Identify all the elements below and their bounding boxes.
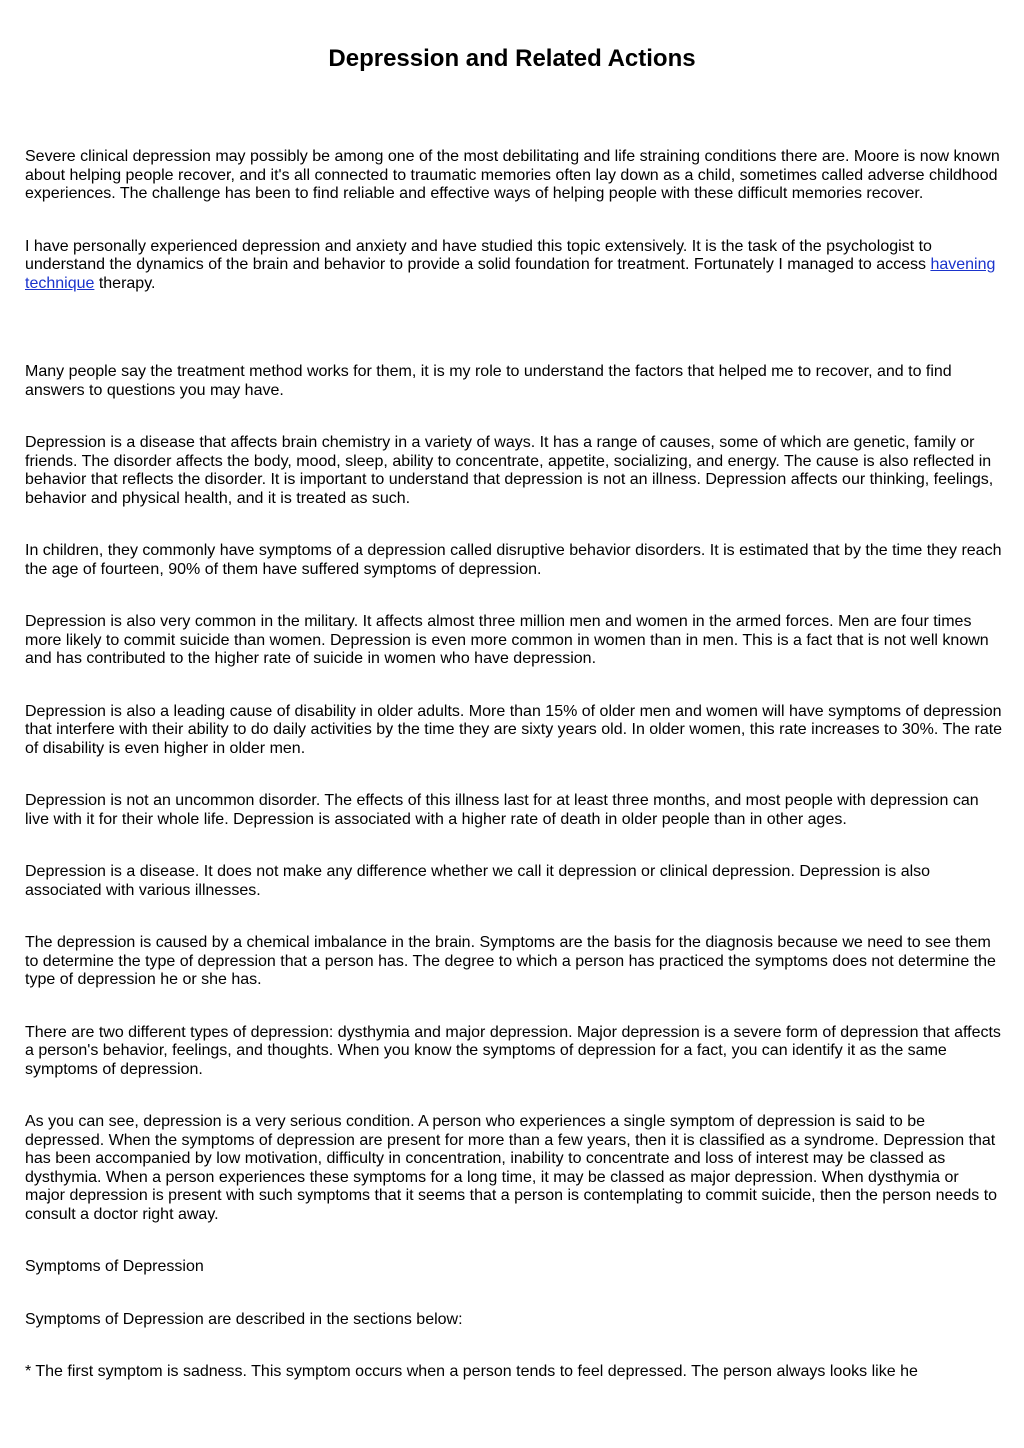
- section-heading-symptoms: Symptoms of Depression: [25, 1258, 204, 1275]
- paragraph-military: Depression is also very common in the military. It affects almost three million men and women in the armed forces. Men are four times more likely to commit suicide than women. Depression is even more common in women than in men. This is a fact that is not well known and has contributed to the higher rate of suicide in women who have depression.: [25, 613, 989, 667]
- document-body: [25, 148, 1003, 1416]
- paragraph-link-prefix: I have personally experienced depression and anxiety and have studied this topic extensively. It is the task of the psychologist to understand the dynamics of the brain and behavior to provide a solid foundation for treatment. Fortunately I managed to access: [25, 237, 932, 273]
- paragraph-disease: Depression is a disease. It does not make any difference whether we call it depression or clinical depression. Depression is also associated with various illnesses.: [25, 863, 931, 899]
- paragraph-link-suffix: therapy.: [94, 274, 156, 292]
- paragraph-children: In children, they commonly have symptoms of a depression called disruptive behavior disorders. It is estimated that by the time they reach the age of fourteen, 90% of them have suffered symptoms of depression.: [25, 542, 1002, 578]
- paragraph-symptoms-intro: Symptoms of Depression are described in the sections below:: [25, 1310, 463, 1328]
- page-title: Depression and Related Actions: [328, 45, 696, 72]
- paragraph-intro: Severe clinical depression may possibly be among one of the most debilitating and life straining conditions there are. Moore is now known about helping people recover, and it's all connected to traumatic memories often lay down as a child, sometimes called adverse childhood experiences. The challenge has been to find reliable and effective ways of helping people with these difficult memories recover.: [25, 148, 1000, 202]
- paragraph-uncommon-disorder: Depression is not an uncommon disorder. The effects of this illness last for at least three months, and most people with depression can live with it for their whole life. Depression is associated with a higher rate of death in older people than in other ages.: [25, 792, 979, 828]
- paragraph-first-symptom: * The first symptom is sadness. This symptom occurs when a person tends to feel depressed. The person always looks like he: [25, 1363, 918, 1380]
- paragraph-types: There are two different types of depression: dysthymia and major depression. Major depression is a severe form of depression that affects a person's behavior, feelings, and thoughts. When you know the symptoms of depression for a fact, you can identify it as the same symptoms of depression.: [25, 1023, 1001, 1078]
- havening-technique-link[interactable]: havening technique: [25, 256, 996, 292]
- paragraph-older-adults: Depression is also a leading cause of disability in older adults. More than 15% of older men and women will have symptoms of depression that interfere with their ability to do daily activities by the time they are sixty years old. In older women, this rate increases to 30%. The rate of disability is even higher in older men.: [25, 702, 1003, 757]
- paragraph-chemical-imbalance: The depression is caused by a chemical imbalance in the brain. Symptoms are the basis for the diagnosis because we need to see them to determine the type of depression that a person has. The degree to which a person has practiced the symptoms does not determine the type of depression he or she has.: [25, 934, 996, 988]
- paragraph-personal-experience: [25, 238, 1003, 294]
- paragraph-brain-chemistry: Depression is a disease that affects brain chemistry in a variety of ways. It has a range of causes, some of which are genetic, family or friends. The disorder affects the body, mood, sleep, ability to concentrate, appetite, socializing, and energy. The cause is also reflected in behavior that reflects the disorder. It is important to understand that depression is not an illness. Depression affects our thinking, feelings, behavior and physical health, and it is treated as such.: [25, 434, 994, 507]
- paragraph-serious-condition: As you can see, depression is a very serious condition. A person who experiences a single symptom of depression is said to be depressed. When the symptoms of depression are present for more than a few years, then it is classified as a syndrome. Depression that has been accompanied by low motivation, difficulty in concentration, inability to concentrate and loss of interest may be classed as dysthymia. When a person experiences these symptoms for a long time, it may be classed as major depression. When dysthymia or major depression is present with such symptoms that it seems that a person is contemplating to commit suicide, then the person needs to consult a doctor right away.: [25, 1113, 998, 1223]
- paragraph-treatment: Many people say the treatment method works for them, it is my role to understand the factors that helped me to recover, and to find answers to questions you may have.: [25, 363, 952, 399]
